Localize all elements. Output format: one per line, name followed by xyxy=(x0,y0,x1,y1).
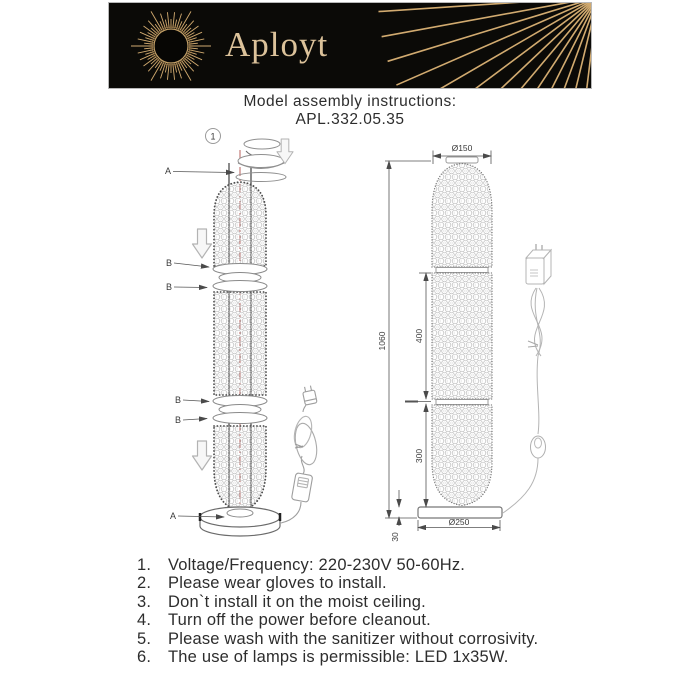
down-arrow-icon xyxy=(193,441,212,470)
label-b-4: B xyxy=(175,415,182,425)
item-number: 2. xyxy=(137,574,152,593)
plug-icon xyxy=(302,385,317,405)
label-b-2: B xyxy=(166,282,173,292)
dim-lower-height: 300 xyxy=(414,448,424,464)
list-item xyxy=(137,611,677,629)
item-text: Please wear gloves to install. xyxy=(168,574,387,593)
technical-drawings xyxy=(0,125,700,555)
corner-rays-decoration xyxy=(378,3,591,88)
lamp-base xyxy=(200,507,280,536)
label-a-bottom: A xyxy=(170,511,177,521)
joint-rings-upper xyxy=(213,264,267,292)
top-finial xyxy=(446,157,478,163)
brand-banner xyxy=(108,2,592,89)
list-item xyxy=(137,648,677,666)
dim-base-diameter: Ø250 xyxy=(448,517,470,527)
shade-section-top xyxy=(214,182,266,266)
item-number: 5. xyxy=(137,629,152,648)
item-text: Please wash with the sanitizer without corrosivity. xyxy=(168,629,539,648)
dimension-diagram xyxy=(377,143,551,542)
joint-rings-lower xyxy=(213,396,267,424)
shade-middle xyxy=(432,273,492,399)
label-a-top: A xyxy=(165,166,172,176)
item-text: Don`t install it on the moist ceiling. xyxy=(168,592,426,611)
power-cord-left xyxy=(281,385,320,523)
label-b-3: B xyxy=(175,395,182,405)
list-item xyxy=(137,556,677,574)
shade-top xyxy=(432,164,492,268)
label-b-1: B xyxy=(166,258,173,268)
joint-band-1 xyxy=(436,268,488,273)
shade-section-bottom xyxy=(214,426,266,511)
item-text: Voltage/Frequency: 220-230V 50-60Hz. xyxy=(168,556,466,574)
banner-art xyxy=(109,3,591,88)
item-text: Turn off the power before cleanout. xyxy=(168,611,431,630)
item-number: 6. xyxy=(137,648,152,667)
model-number: APL.332.05.35 xyxy=(295,111,405,128)
item-number: 4. xyxy=(137,611,152,630)
dim-total-height: 1060 xyxy=(377,331,387,351)
page-title: Model assembly instructions: xyxy=(243,93,457,110)
down-arrow-icon xyxy=(193,229,212,258)
item-number: 3. xyxy=(137,592,152,611)
list-item xyxy=(137,630,677,648)
title-block xyxy=(0,93,700,129)
list-item xyxy=(137,593,677,611)
joint-band-2 xyxy=(436,400,488,405)
item-text: The use of lamps is permissible: LED 1x35W. xyxy=(168,648,509,667)
dim-base-height: 30 xyxy=(390,532,400,542)
list-item xyxy=(137,574,677,592)
inline-switch-icon xyxy=(531,436,546,458)
power-cord-right xyxy=(503,244,551,513)
brand-name: Aployt xyxy=(225,25,329,64)
plug-adapter-icon xyxy=(526,244,551,284)
dim-top-diameter: Ø150 xyxy=(451,143,473,153)
item-number: 1. xyxy=(137,556,152,574)
shade-bottom xyxy=(432,405,492,506)
instructions-list xyxy=(137,556,677,666)
shade-section-middle xyxy=(214,292,266,395)
top-cap-parts xyxy=(236,139,286,182)
eclipse-core xyxy=(155,30,187,62)
assembly-diagram xyxy=(165,129,320,537)
dim-mid-height: 400 xyxy=(414,328,424,344)
step-number: 1 xyxy=(210,131,216,142)
